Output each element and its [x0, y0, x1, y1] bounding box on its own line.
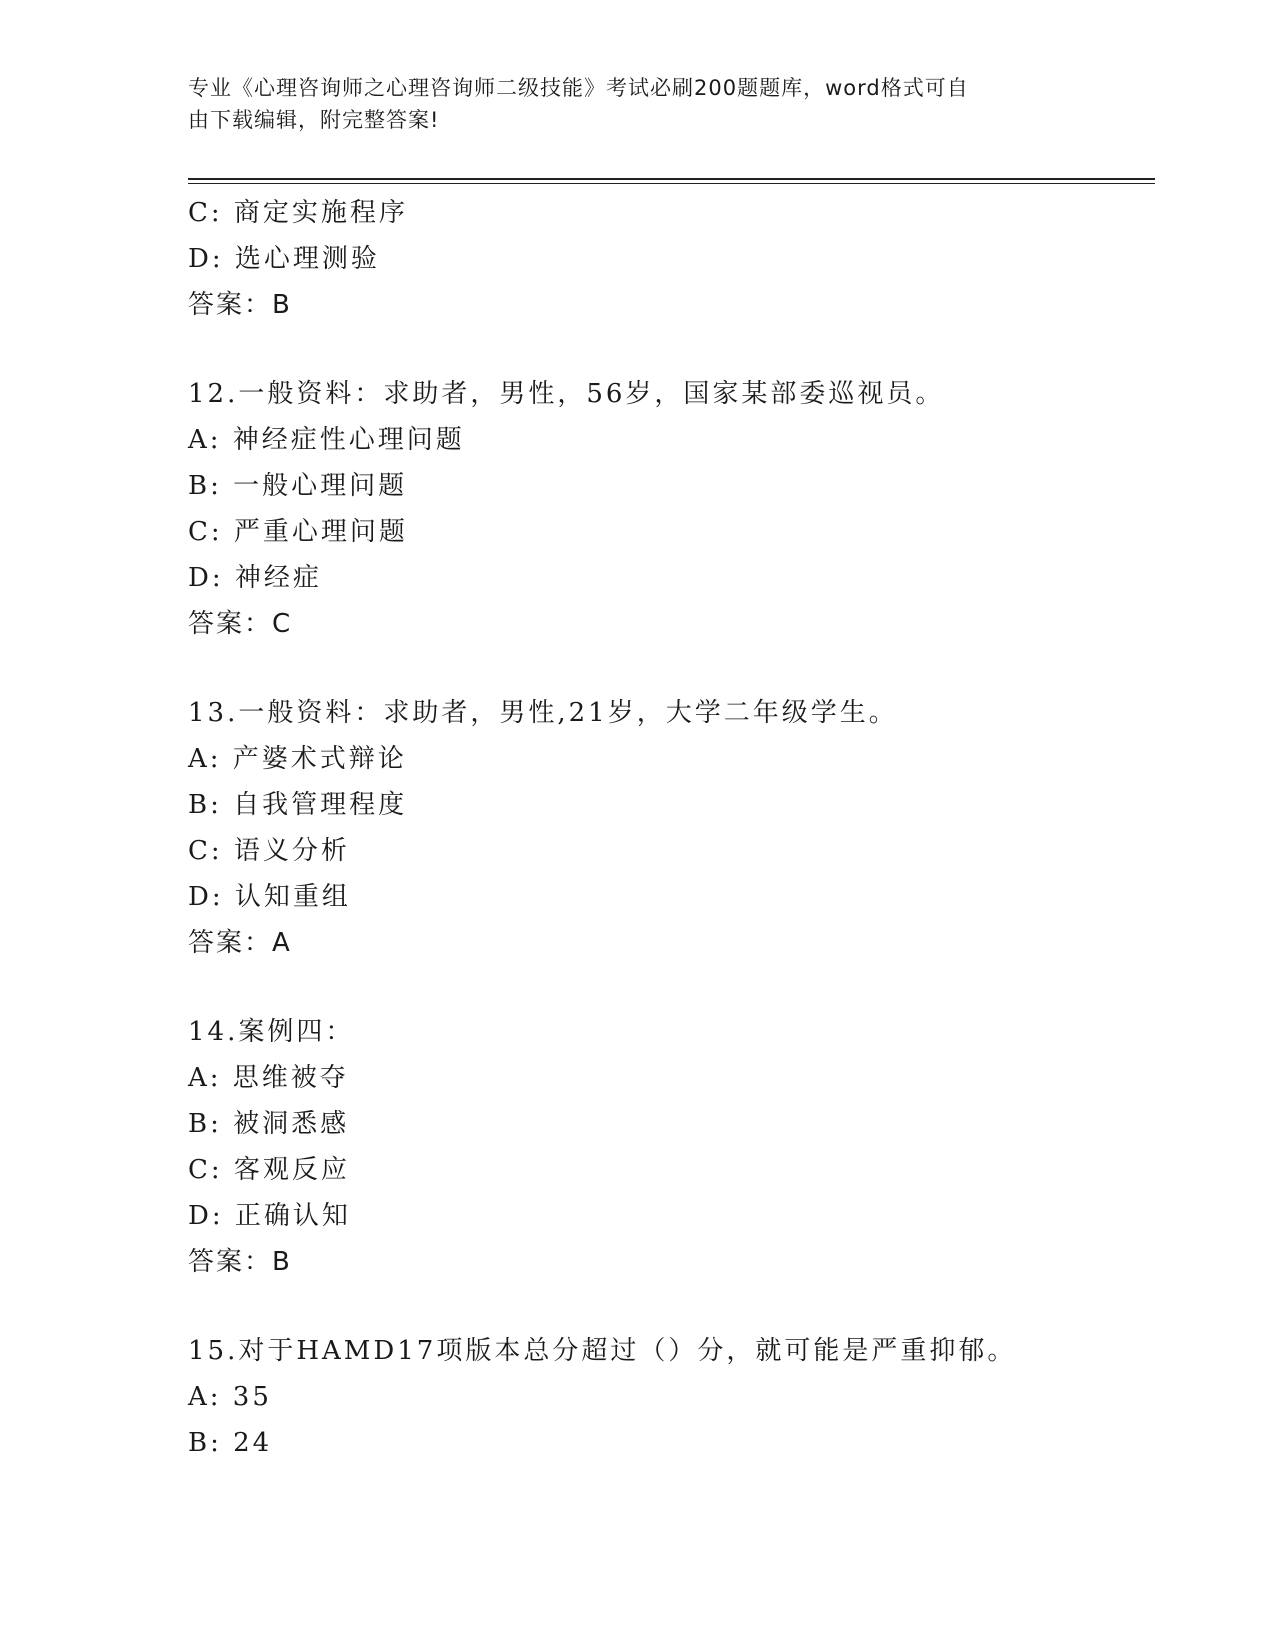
q12-answer: 答案：C	[188, 609, 293, 639]
q12-stem: 12.一般资料：求助者，男性，56岁，国家某部委巡视员。	[188, 379, 945, 409]
header-divider	[188, 178, 1155, 184]
q11-option-d: D: 选心理测验	[188, 244, 380, 274]
q14-option-b: B: 被洞悉感	[188, 1109, 350, 1139]
header-line-1: 专业《心理咨询师之心理咨询师二级技能》考试必刷200题题库，word格式可自	[188, 76, 969, 100]
q14-stem: 14.案例四：	[188, 1017, 355, 1047]
q14-option-c: C: 客观反应	[188, 1155, 350, 1185]
q13-option-b: B: 自我管理程度	[188, 790, 408, 820]
q14-answer: 答案：B	[188, 1247, 292, 1277]
document-header	[188, 72, 1068, 136]
spacer	[188, 966, 1148, 1009]
q15-stem: 15.对于HAMD17项版本总分超过（）分，就可能是严重抑郁。	[188, 1336, 1017, 1366]
q11-option-c: C: 商定实施程序	[188, 198, 408, 228]
q13-option-c: C: 语义分析	[188, 836, 350, 866]
q11-answer: 答案：B	[188, 290, 292, 320]
q13-option-a: A: 产婆术式辩论	[188, 744, 407, 774]
q15-option-a: A: 35	[188, 1382, 272, 1412]
q15-option-b: B: 24	[188, 1428, 273, 1458]
q12-option-a: A: 神经症性心理问题	[188, 425, 465, 455]
q13-answer: 答案：A	[188, 928, 292, 958]
question-list	[188, 190, 1148, 1466]
spacer	[188, 647, 1148, 690]
spacer	[188, 328, 1148, 371]
q12-option-c: C: 严重心理问题	[188, 517, 408, 547]
q14-option-d: D: 正确认知	[188, 1201, 351, 1231]
header-line-2: 由下载编辑，附完整答案!	[188, 108, 440, 132]
q14-option-a: A: 思维被夺	[188, 1063, 349, 1093]
q12-option-d: D: 神经症	[188, 563, 322, 593]
spacer	[188, 1285, 1148, 1328]
q12-option-b: B: 一般心理问题	[188, 471, 408, 501]
q13-option-d: D: 认知重组	[188, 882, 351, 912]
q13-stem: 13.一般资料：求助者，男性,21岁，大学二年级学生。	[188, 698, 898, 728]
